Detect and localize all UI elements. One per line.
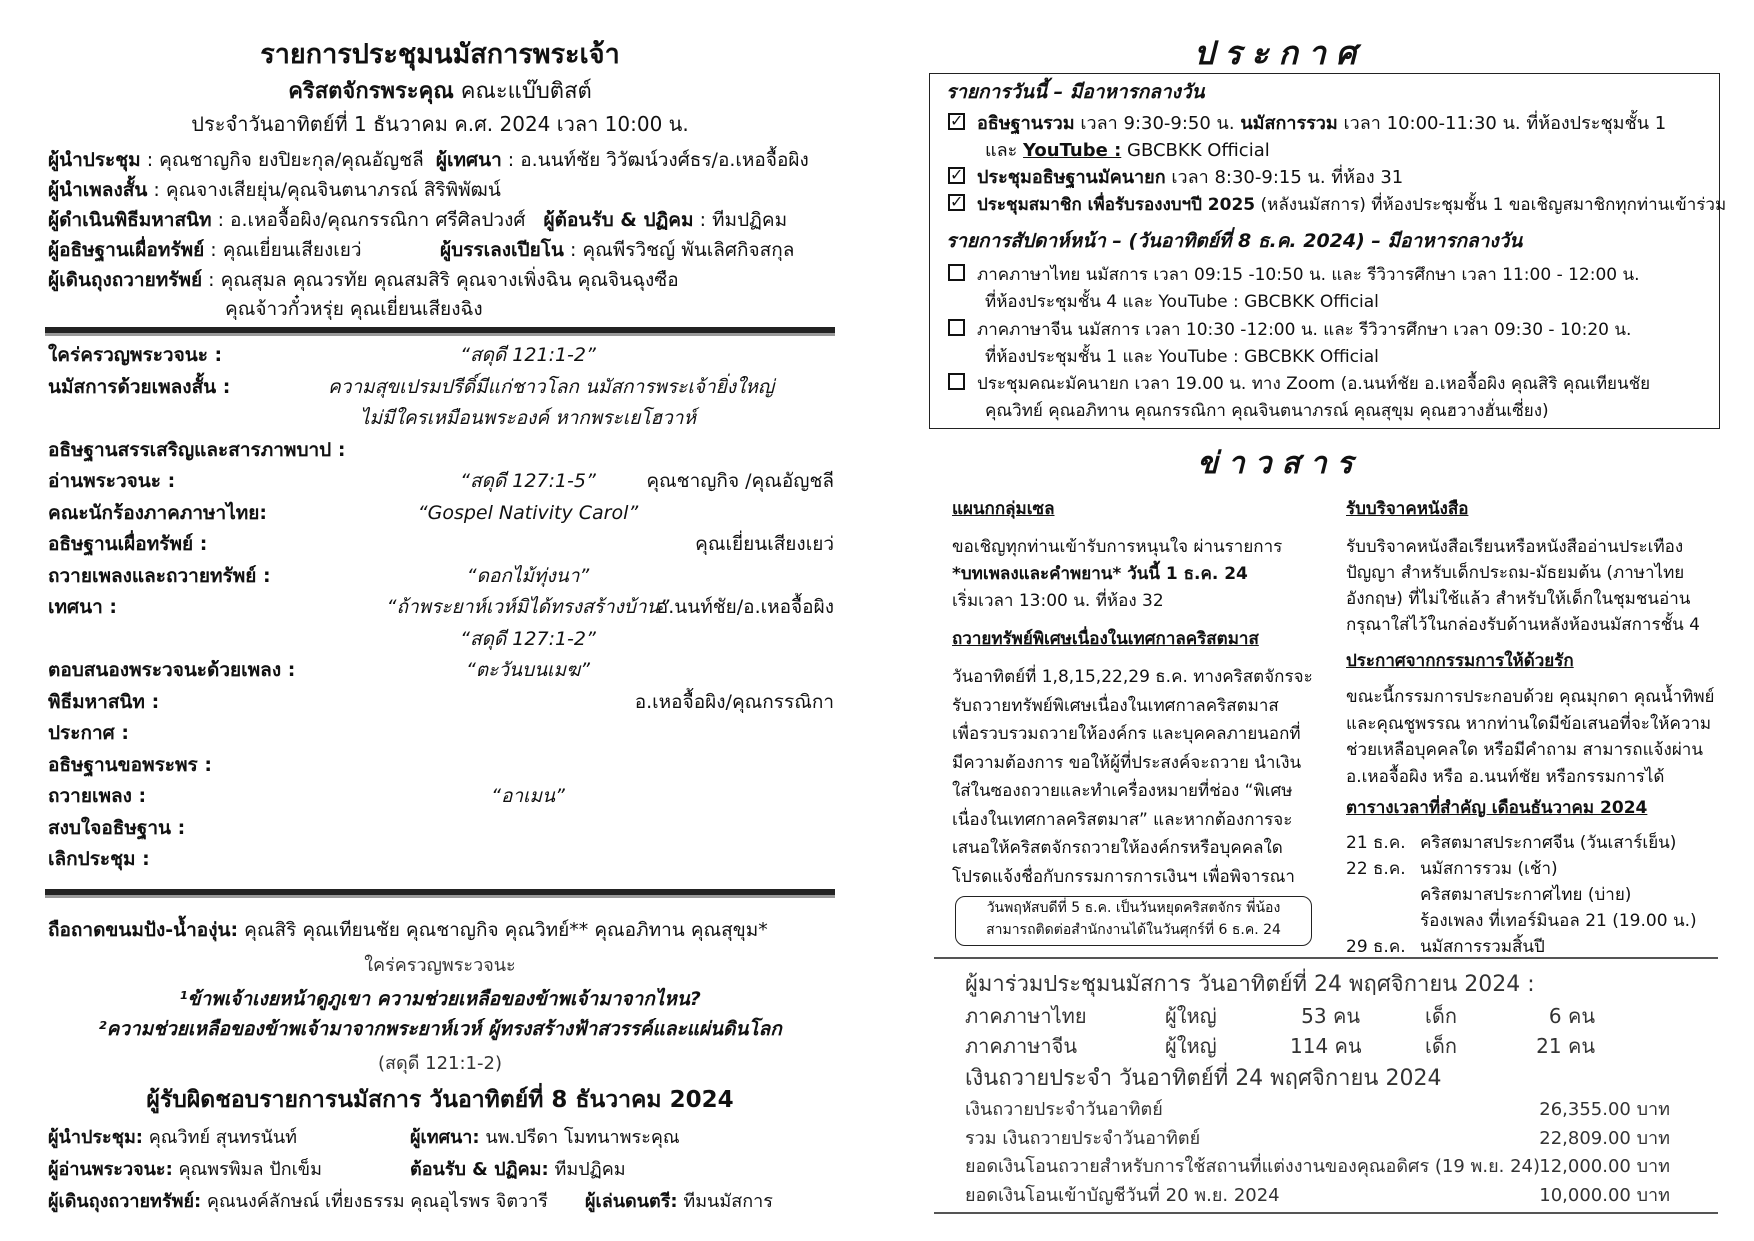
xmas-line: มีความต้องการ ขอให้ผู้ที่ประสงค์จะถวาย นำเงิน bbox=[952, 752, 1302, 773]
order-label: ใคร่ครวญพระวจนะ : bbox=[48, 344, 223, 366]
order-label: ตอบสนองพระวจนะด้วยเพลง : bbox=[48, 659, 296, 681]
xmas-line: โปรดแจ้งชื่อกับกรรมการการเงินฯ เพื่อพิจารณา bbox=[952, 866, 1295, 887]
service-title: รายการประชุมนมัสการพระเจ้า bbox=[260, 39, 620, 70]
order-detail: “สดุดี 127:1-2” bbox=[460, 627, 596, 650]
offering-amount: 26,355.00 บาท bbox=[1539, 1099, 1670, 1120]
schedule-date: 29 ธ.ค. bbox=[1346, 937, 1406, 957]
order-row bbox=[48, 813, 834, 843]
order-label: นมัสการด้วยเพลงสั้น : bbox=[48, 375, 231, 398]
schedule-date: 21 ธ.ค. bbox=[1346, 833, 1406, 853]
next-item-1-line2: ที่ห้องประชุมชั้น 4 และ YouTube : GBCBKK Official bbox=[985, 292, 1379, 312]
checkbox-empty-icon bbox=[948, 373, 965, 390]
verse-2: ²ความช่วยเหลือของข้าพเจ้ามาจากพระยาห์เวห์ ผู้ทรงสร้างฟ้าสวรรค์และแผ่นดินโลก bbox=[98, 1018, 782, 1040]
offering-title: เงินถวายประจำ วันอาทิตย์ที่ 24 พฤศจิกายน 2024 bbox=[965, 1066, 1442, 1091]
checkbox-empty-icon bbox=[948, 264, 965, 281]
order-label: อ่านพระวจนะ : bbox=[48, 470, 176, 492]
xmas-line: วันอาทิตย์ที่ 1,8,15,22,29 ธ.ค. ทางคริสตจักรจะ bbox=[952, 667, 1313, 687]
xmas-heading: ถวายทรัพย์พิเศษเนื่องในเทศกาลคริสตมาส bbox=[952, 629, 1259, 649]
attendance-group: ภาคภาษาไทย bbox=[965, 1004, 1087, 1028]
bread-servers: ถือถาดขนมปัง-น้ำองุ่น: คุณสิริ คุณเทียนชัย คุณชาญกิจ คุณวิทย์** คุณอภิทาน คุณสุขุม* bbox=[48, 919, 768, 941]
committee-heading: ประกาศจากกรรมการให้ด้วยรัก bbox=[1346, 651, 1574, 671]
offering-label: ยอดเงินโอนเข้าบัญชีวันที่ 20 พ.ย. 2024 bbox=[965, 1184, 1280, 1206]
order-row bbox=[48, 624, 834, 654]
news-title: ข่าวสาร bbox=[1197, 446, 1363, 481]
meditation-title: ใคร่ครวญพระวจนะ bbox=[364, 955, 516, 976]
next-leader: ผู้นำประชุม: คุณวิทย์ สุนทรนันท์ bbox=[48, 1127, 298, 1148]
order-detail: “ดอกไม้ทุ่งนา” bbox=[466, 564, 590, 587]
attendance-title: ผู้มาร่วมประชุมนมัสการ วันอาทิตย์ที่ 24 พฤศจิกายน 2024 : bbox=[965, 972, 1535, 997]
order-detail: “สดุดี 121:1-2” bbox=[460, 344, 596, 366]
staff-line-5: ผู้เดินถุงถวายทรัพย์ : คุณสุมล คุณวรทัย คุณสมสิริ คุณจางเพิ่งฉิน คุณจินฉุงซือ bbox=[48, 269, 679, 291]
holiday-notice: วันพฤหัสบดีที่ 5 ธ.ค. เป็นวันหยุดคริสตจักร พี่น้อง สามารถติดต่อสำนักงานได้ในวันศุกร์ที่ 6 ธ.ค. 24 bbox=[955, 896, 1312, 946]
attendance-adults: 114 คน bbox=[1290, 1034, 1362, 1058]
next-week-heading: รายการสัปดาห์หน้า – (วันอาทิตย์ที่ 8 ธ.ค. 2024) – มีอาหารกลางวัน bbox=[946, 230, 1523, 252]
schedule-event: คริสตมาสประกาศจีน (วันเสาร์เย็น) bbox=[1420, 833, 1677, 853]
church-name-rest: คณะแบ๊บติสต์ bbox=[460, 79, 592, 104]
book-line: ปัญญา สำหรับเด็กประถม-มัธยมต้น (ภาษาไทย bbox=[1346, 563, 1685, 583]
book-line: อังกฤษ) ที่ไม่ใช้แล้ว สำหรับให้เด็กในชุมชนอ่าน bbox=[1346, 589, 1691, 609]
order-detail: “สดุดี 127:1-5” bbox=[460, 470, 596, 492]
book-heading: รับบริจาคหนังสือ bbox=[1346, 499, 1469, 519]
attendance-adult-label: ผู้ใหญ่ bbox=[1165, 1004, 1217, 1028]
order-label: อธิษฐานขอพระพร : bbox=[48, 753, 212, 776]
order-label: พิธีมหาสนิท : bbox=[48, 690, 160, 713]
xmas-line: เพื่อรวบรวมถวายให้องค์กร และบุคคลภายนอกที่ bbox=[952, 724, 1301, 744]
offering-label: รวม เงินถวายประจำวันอาทิตย์ bbox=[965, 1127, 1201, 1149]
order-row bbox=[48, 561, 834, 591]
staff-line-6: คุณจ้าวกั๋วหรุ่ย คุณเยี่ยนเสียงฉิง bbox=[225, 298, 483, 320]
xmas-line: เนื่องในเทศกาลคริสตมาส” และหากต้องการจะ bbox=[952, 809, 1293, 830]
order-label: ถวายเพลงและถวายทรัพย์ : bbox=[48, 564, 271, 587]
offering-label: ยอดเงินโอนถวายสำหรับการใช้สถานที่แต่งงานของคุณอดิศร (19 พ.ย. 24) bbox=[965, 1156, 1541, 1177]
verse-ref: (สดุดี 121:1-2) bbox=[378, 1053, 502, 1074]
order-row bbox=[48, 655, 834, 685]
xmas-line: ใส่ในซองถวายและทำเครื่องหมายที่ช่อง “พิเศษ bbox=[952, 781, 1293, 801]
order-label: ถวายเพลง : bbox=[48, 785, 147, 807]
announce-title: ประกาศ bbox=[1193, 34, 1367, 72]
attendance-adults: 53 คน bbox=[1301, 1004, 1360, 1028]
order-row bbox=[48, 718, 834, 748]
order-row bbox=[48, 435, 834, 465]
staff-line-4b: ผู้บรรเลงเปียโน : คุณพีรวิชญ์ พันเลิศกิจสกุล bbox=[440, 239, 795, 261]
order-label: อธิษฐานเผื่อทรัพย์ : bbox=[48, 533, 208, 555]
order-person: คุณเยี่ยนเสียงเยว่ bbox=[695, 533, 834, 555]
order-detail: “อาเมน” bbox=[491, 785, 565, 807]
today-item-1: ✓อธิษฐานรวม เวลา 9:30-9:50 น. นมัสการรวม เวลา 10:00-11:30 น. ที่ห้องประชุมชั้น 1 bbox=[948, 112, 1666, 136]
committee-line: ขณะนี้กรรมการประกอบด้วย คุณมุกดา คุณน้ำทิพย์ bbox=[1346, 687, 1715, 707]
cell-line-1: ขอเชิญทุกท่านเข้ารับการหนุนใจ ผ่านรายการ bbox=[952, 537, 1283, 557]
today-item-1-line2: และ YouTube : GBCBKK Official bbox=[985, 140, 1270, 161]
order-row bbox=[48, 529, 834, 559]
committee-line: ช่วยเหลือบุคคลใด หรือมีคำถาม สามารถแจ้งผ่าน bbox=[1346, 740, 1703, 760]
next-usher: ต้อนรับ & ปฏิคม: ทีมปฏิคม bbox=[410, 1159, 626, 1180]
xmas-line: รับถวายทรัพย์พิเศษเนื่องในเทศกาลคริสตมาส bbox=[952, 695, 1279, 716]
order-row bbox=[48, 750, 834, 780]
committee-line: และคุณชูพรรณ หากท่านใดมีข้อเสนอที่จะให้ความ bbox=[1346, 713, 1712, 734]
order-row bbox=[48, 592, 834, 622]
stats-divider bbox=[934, 957, 1718, 959]
next-week-title: ผู้รับผิดชอบรายการนมัสการ วันอาทิตย์ที่ 8 ธันวาคม 2024 bbox=[146, 1087, 734, 1113]
checkbox-checked-icon bbox=[948, 194, 965, 211]
schedule-heading: ตารางเวลาที่สำคัญ เดือนธันวาคม 2024 bbox=[1346, 798, 1648, 818]
next-item-3-line2: คุณวิทย์ คุณอภิทาน คุณกรรณิกา คุณจินตนาภรณ์ คุณสุขุม คุณฮวางฮั่นเซี่ยง) bbox=[985, 401, 1549, 421]
order-person: คุณชาญกิจ /คุณอัญชลี bbox=[646, 470, 834, 492]
attendance-adult-label: ผู้ใหญ่ bbox=[1165, 1034, 1217, 1058]
order-row bbox=[48, 844, 834, 874]
church-name-bold: คริสตจักรพระคุณ bbox=[288, 79, 454, 104]
order-row bbox=[48, 372, 834, 402]
staff-line-4: ผู้อธิษฐานเผื่อทรัพย์ : คุณเยี่ยนเสียงเยว่ bbox=[48, 239, 362, 261]
checkbox-empty-icon bbox=[948, 319, 965, 336]
order-person: อ.นนท์ชัย/อ.เหอจื้อผิง bbox=[656, 596, 834, 618]
staff-line-3: ผู้ดำเนินพิธีมหาสนิท : อ.เหอจื้อผิง/คุณกรรณิกา ศรีศิลปวงศ์ ผู้ต้อนรับ & ปฏิคม : ทีมปฏิคม bbox=[48, 209, 788, 231]
next-item-1: ภาคภาษาไทย นมัสการ เวลา 09:15 -10:50 น. และ รีวิวารศึกษา เวลา 11:00 - 12:00 น. bbox=[948, 263, 1640, 287]
order-label: ประกาศ : bbox=[48, 722, 129, 744]
schedule-event: นมัสการรวม (เช้า) bbox=[1420, 859, 1558, 879]
next-offering: ผู้เดินถุงถวายทรัพย์: คุณนงค์ลักษณ์ เที่ยงธรรม คุณอุไรพร จิตวารี bbox=[48, 1191, 548, 1212]
verse-1: ¹ข้าพเจ้าเงยหน้าดูภูเขา ความช่วยเหลือของข้าพเจ้ามาจากไหน? bbox=[179, 988, 701, 1010]
order-row bbox=[48, 466, 834, 496]
xmas-line: เสนอให้คริสตจักรถวายให้องค์กรหรือบุคคลใด bbox=[952, 838, 1283, 858]
divider-top bbox=[45, 327, 835, 336]
today-heading: รายการวันนี้ – มีอาหารกลางวัน bbox=[946, 81, 1205, 103]
order-row bbox=[48, 687, 834, 717]
order-row bbox=[48, 498, 834, 528]
attendance-children: 21 คน bbox=[1536, 1034, 1595, 1058]
order-label: สงบใจอธิษฐาน : bbox=[48, 816, 186, 839]
cell-heading: แผนกกลุ่มเซล bbox=[952, 499, 1055, 519]
next-musician: ผู้เล่นดนตรี: ทีมนมัสการ bbox=[585, 1191, 773, 1212]
attendance-children: 6 คน bbox=[1548, 1004, 1595, 1028]
offering-amount: 12,000.00 บาท bbox=[1539, 1156, 1670, 1177]
order-row bbox=[48, 781, 834, 811]
cell-line-2: *บทเพลงและคำพยาน* วันนี้ 1 ธ.ค. 24 bbox=[952, 564, 1248, 584]
schedule-date: 22 ธ.ค. bbox=[1346, 859, 1406, 879]
order-detail: ความสุขเปรมปรีดิ์มีแก่ชาวโลก นมัสการพระเจ้ายิ่งใหญ่ bbox=[328, 375, 775, 398]
schedule-event: นมัสการรวมสิ้นปี bbox=[1420, 937, 1545, 957]
today-item-2: ✓ประชุมอธิษฐานมัคนายก เวลา 8:30-9:15 น. ที่ห้อง 31 bbox=[948, 166, 1403, 190]
next-item-2-line2: ที่ห้องประชุมชั้น 1 และ YouTube : GBCBKK Official bbox=[985, 347, 1379, 367]
next-preacher: ผู้เทศนา: นพ.ปรีดา โมทนาพระคุณ bbox=[410, 1127, 680, 1148]
order-detail: “ถ้าพระยาห์เวห์มิได้ทรงสร้างบ้าน” bbox=[386, 596, 670, 618]
cell-line-3: เริ่มเวลา 13:00 น. ที่ห้อง 32 bbox=[952, 591, 1164, 611]
staff-line-1: ผู้นำประชุม : คุณชาญกิจ ยงปิยะกุล/คุณอัญชลี ผู้เทศนา : อ.นนท์ชัย วิวัฒน์วงศ์ธร/อ.เหอจื้อผิง bbox=[48, 149, 809, 171]
today-item-3: ✓ประชุมสมาชิก เพื่อรับรองงบฯปี 2025 (หลังนมัสการ) ที่ห้องประชุมชั้น 1 ขอเชิญสมาชิกทุกท่านเข้าร่วม bbox=[948, 193, 1726, 217]
service-date: ประจำวันอาทิตย์ที่ 1 ธันวาคม ค.ศ. 2024 เวลา 10:00 น. bbox=[191, 112, 689, 136]
order-row bbox=[48, 403, 834, 433]
attendance-child-label: เด็ก bbox=[1425, 1004, 1457, 1028]
order-label: อธิษฐานสรรเสริญและสารภาพบาป : bbox=[48, 438, 346, 461]
attendance-group: ภาคภาษาจีน bbox=[965, 1034, 1078, 1058]
staff-line-2: ผู้นำเพลงสั้น : คุณจางเสียยุ่น/คุณจินตนาภรณ์ สิริพิพัฒน์ bbox=[48, 179, 501, 201]
stats-bottom-divider bbox=[934, 1212, 1718, 1214]
order-label: เทศนา : bbox=[48, 596, 117, 618]
next-reader: ผู้อ่านพระวจนะ: คุณพรพิมล ปักเข็ม bbox=[48, 1159, 322, 1180]
order-detail: “Gospel Nativity Carol” bbox=[417, 501, 639, 524]
order-detail: ไม่มีใครเหมือนพระองค์ หากพระเยโฮวาห์ bbox=[359, 407, 697, 429]
checkbox-checked-icon bbox=[948, 113, 965, 130]
next-item-2: ภาคภาษาจีน นมัสการ เวลา 10:30 -12:00 น. และ รีวิวารศึกษา เวลา 09:30 - 10:20 น. bbox=[948, 318, 1631, 342]
order-person: อ.เหอจื้อผิง/คุณกรรณิกา bbox=[634, 690, 834, 713]
attendance-child-label: เด็ก bbox=[1425, 1034, 1457, 1058]
book-line: กรุณาใส่ไว้ในกล่องรับด้านหลังห้องนมัสการชั้น 4 bbox=[1346, 615, 1700, 635]
youtube-link[interactable]: YouTube : bbox=[1023, 140, 1122, 161]
checkbox-checked-icon bbox=[948, 167, 965, 184]
divider-bottom bbox=[45, 889, 835, 898]
offering-amount: 10,000.00 บาท bbox=[1539, 1184, 1670, 1206]
order-detail: “ตะวันบนเมฆ” bbox=[465, 659, 591, 681]
book-line: รับบริจาคหนังสือเรียนหรือหนังสืออ่านประเทือง bbox=[1346, 537, 1684, 557]
committee-line: อ.เหอจื้อผิง หรือ อ.นนท์ชัย หรือกรรมการได้ bbox=[1346, 766, 1665, 787]
offering-amount: 22,809.00 บาท bbox=[1539, 1127, 1670, 1149]
schedule-event: คริสตมาสประกาศไทย (บ่าย) bbox=[1420, 885, 1632, 905]
church-name bbox=[40, 73, 840, 108]
order-label: คณะนักร้องภาคภาษาไทย: bbox=[48, 501, 268, 524]
next-item-3: ประชุมคณะมัคนายก เวลา 19.00 น. ทาง Zoom (อ.นนท์ชัย อ.เหอจื้อผิง คุณสิริ คุณเทียนชัย bbox=[948, 372, 1650, 396]
order-label: เลิกประชุม : bbox=[48, 848, 150, 870]
schedule-event: ร้องเพลง ที่เทอร์มินอล 21 (19.00 น.) bbox=[1420, 911, 1697, 931]
order-row bbox=[48, 340, 834, 370]
offering-label: เงินถวายประจำวันอาทิตย์ bbox=[965, 1099, 1163, 1120]
